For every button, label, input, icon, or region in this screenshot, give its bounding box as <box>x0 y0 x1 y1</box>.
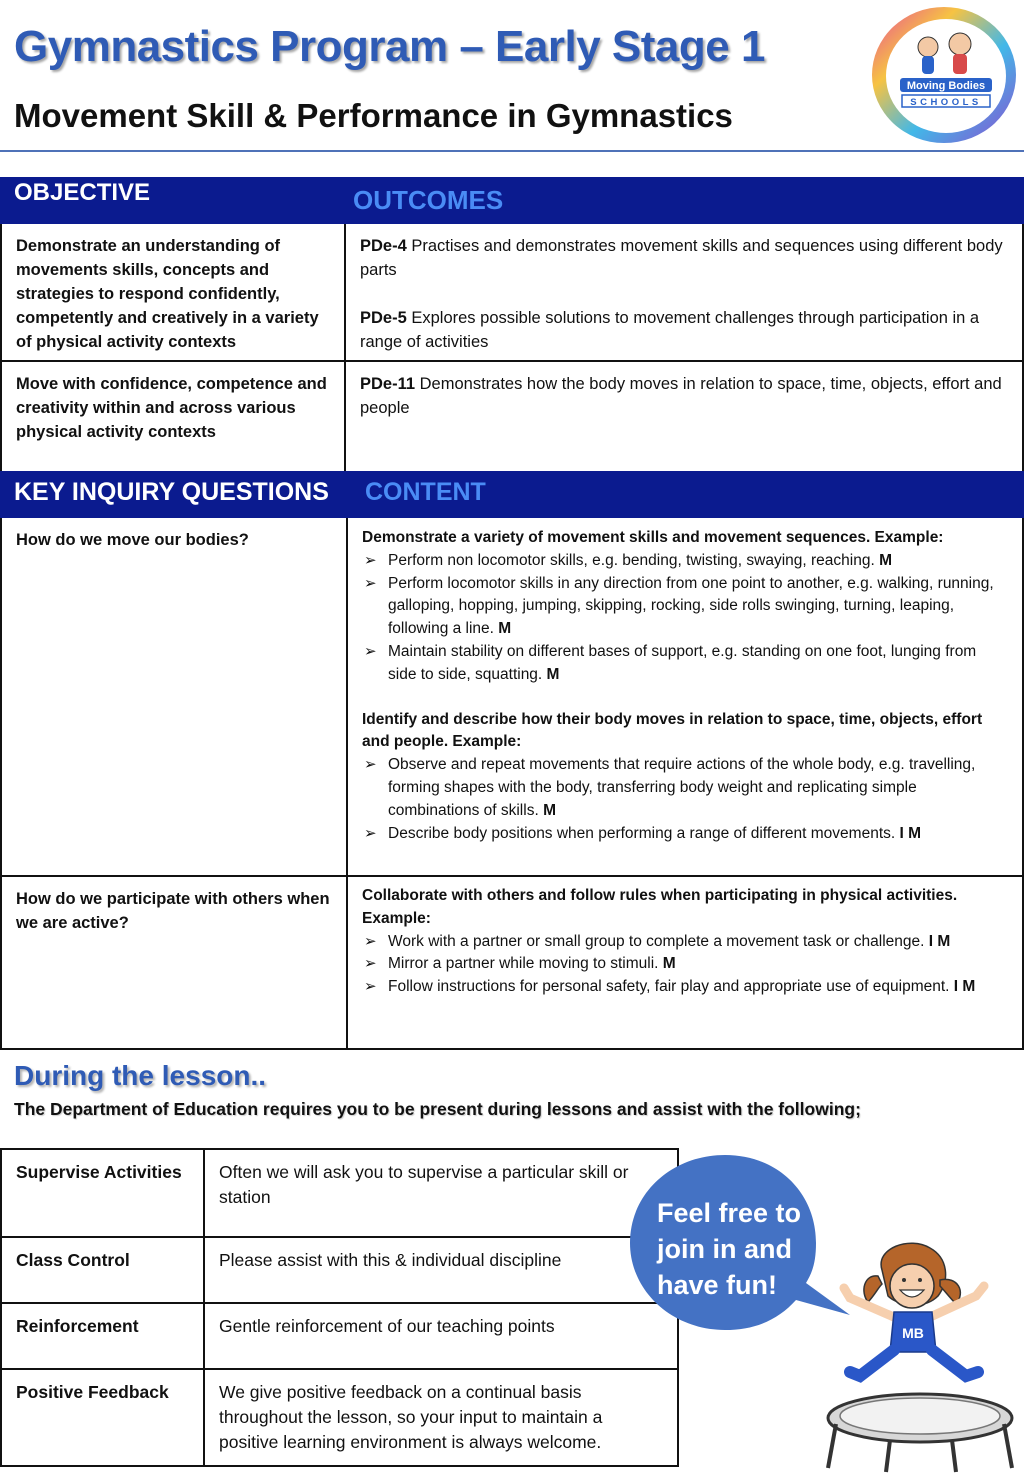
outcomes-heading: OUTCOMES <box>353 185 504 215</box>
inquiry-question: How do we participate with others when we are active? <box>2 877 348 1048</box>
objective-text: Demonstrate an understanding of movements skills, concepts and strategies to respond confidently, competently and creatively in a variety of physical activity contexts <box>2 224 346 360</box>
content-heading-text: Demonstrate a variety of movement skills and movement sequences. Example: <box>362 529 944 546</box>
page-header <box>0 0 1024 155</box>
duty-description: Please assist with this & individual discipline <box>204 1237 678 1303</box>
outcome-item <box>360 372 1008 420</box>
outcomes-cell <box>346 362 1022 430</box>
outcome-item <box>360 306 1008 354</box>
duty-label: Class Control <box>1 1237 204 1303</box>
logo-subtext: SCHOOLS <box>910 97 982 108</box>
outcome-item <box>360 234 1008 282</box>
list-item: ➢ Describe body positions when performing a range of different movements. I M <box>362 823 1008 846</box>
outcomes-cell <box>346 224 1022 364</box>
during-lesson-title: During the lesson.. <box>14 1060 267 1091</box>
duty-label: Positive Feedback <box>1 1369 204 1466</box>
inquiry-heading: KEY INQUIRY QUESTIONS <box>14 478 329 506</box>
page-subtitle: Movement Skill & Performance in Gymnastics <box>14 97 733 134</box>
logo-text: Moving Bodies <box>906 80 986 92</box>
outcome-text: Explores possible solutions to movement challenges through participation in a range of activities <box>360 309 980 351</box>
page-title: Gymnastics Program – Early Stage 1 <box>14 22 765 71</box>
objective-row-1 <box>2 224 1024 360</box>
inquiry-row-2 <box>2 875 1024 1048</box>
inquiry-table <box>0 518 1024 1050</box>
objective-row-2 <box>2 360 1024 471</box>
content-heading: CONTENT <box>365 478 486 506</box>
during-lesson-subtitle: The Department of Education requires you to be present during lessons and assist with the following; <box>14 1099 861 1119</box>
list-item: ➢ Work with a partner or small group to complete a movement task or challenge. I M <box>362 931 1008 954</box>
list-item: ➢ Observe and repeat movements that require actions of the whole body, e.g. travelling, forming shapes with the body, transferring body weight and replicating simple combinations of skills. M <box>364 756 976 819</box>
outcome-text: Demonstrates how the body moves in relation to space, time, objects, effort and people <box>360 375 1002 417</box>
content-heading-text: Identify and describe how their body moves in relation to space, time, objects, effort and people. Example: <box>362 710 983 751</box>
arrow-bullet-icon: ➢ <box>364 978 377 996</box>
content-cell <box>348 877 1022 1009</box>
duty-label: Reinforcement <box>1 1303 204 1369</box>
list-item: ➢ Perform non locomotor skills, e.g. bending, twisting, swaying, reaching. M <box>362 550 1008 573</box>
arrow-bullet-icon: ➢ <box>364 551 377 569</box>
list-item: ➢ Follow instructions for personal safety, fair play and appropriate use of equipment. I M <box>362 976 1008 999</box>
table-row <box>1 1369 678 1466</box>
list-item: ➢ Perform locomotor skills in any direction from one point to another, e.g. walking, running, galloping, hopping, jumping, skipping, rocking, side rolls swinging, turning, leaping, following a line. M <box>364 574 994 638</box>
content-list <box>362 754 1008 845</box>
outcome-text: Practises and demonstrates movement skills and sequences using different body parts <box>360 237 1003 279</box>
moving-bodies-logo <box>868 2 1020 148</box>
duties-table <box>0 1148 679 1467</box>
inquiry-question: How do we move our bodies? <box>2 518 348 875</box>
arrow-bullet-icon: ➢ <box>364 955 377 973</box>
duty-label: Supervise Activities <box>1 1149 204 1237</box>
bubble-text: Feel free to join in and have fun! <box>657 1198 802 1300</box>
table-row <box>1 1237 678 1303</box>
content-heading-text: Collaborate with others and follow rules when participating in physical activities. Example: <box>362 887 958 927</box>
outcome-code: PDe-11 <box>360 375 416 393</box>
table-row <box>1 1303 678 1369</box>
header-divider <box>0 150 1024 152</box>
shirt-label: MB <box>902 1325 924 1341</box>
arrow-bullet-icon: ➢ <box>364 824 377 842</box>
outcome-code: PDe-5 <box>360 309 407 327</box>
inquiry-content-header <box>0 471 1024 518</box>
content-list <box>362 931 1008 999</box>
content-cell <box>348 518 1022 855</box>
list-item: ➢ Maintain stability on different bases of support, e.g. standing on one foot, lunging from side to side, squatting. M <box>364 642 977 683</box>
list-item: ➢ Mirror a partner while moving to stimuli. M <box>362 953 1008 976</box>
outcome-code: PDe-4 <box>360 237 407 255</box>
arrow-bullet-icon: ➢ <box>364 932 377 950</box>
duty-description: We give positive feedback on a continual basis throughout the lesson, so your input to maintain a positive learning environment is always welcome. <box>204 1369 678 1466</box>
arrow-bullet-icon: ➢ <box>364 756 377 774</box>
duty-description: Gentle reinforcement of our teaching points <box>204 1303 678 1369</box>
arrow-bullet-icon: ➢ <box>364 642 377 660</box>
duty-description: Often we will ask you to supervise a particular skill or station <box>204 1149 678 1237</box>
table-row <box>1 1149 678 1237</box>
objective-heading: OBJECTIVE <box>14 179 151 206</box>
objective-text: Move with confidence, competence and creativity within and across various physical activity contexts <box>2 362 346 471</box>
trampoline-kid-illustration <box>820 1240 1024 1475</box>
arrow-bullet-icon: ➢ <box>364 574 377 592</box>
inquiry-row-1 <box>2 518 1024 875</box>
objectives-table <box>0 224 1024 471</box>
objective-outcomes-header <box>0 177 1024 224</box>
content-list <box>362 550 1008 687</box>
